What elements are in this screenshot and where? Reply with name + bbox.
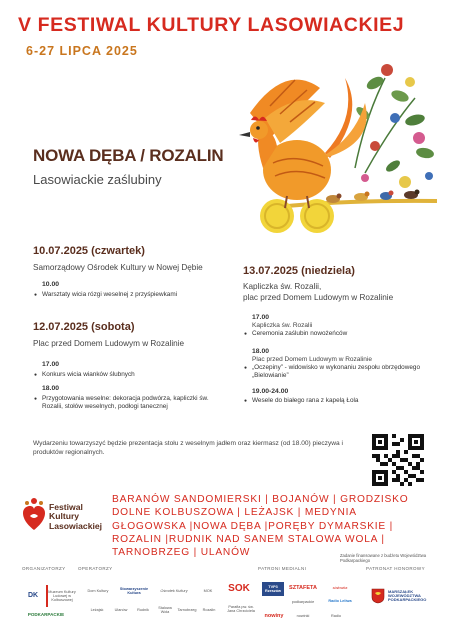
media-logo-stalowka: stalowka [332, 585, 348, 590]
operator-logo-sok: SOK [228, 582, 250, 594]
operator-logo-stalowa-wola: Stalowa Wola [158, 605, 172, 614]
day1-event-1: ● Warsztaty wicia rózgi weselnej z przyśpiewkami [34, 291, 232, 299]
day2-time-2: 18.00 [42, 385, 60, 392]
day2-time-1: 17.00 [42, 361, 60, 368]
day3-date: 13.07.2025 (niedziela) [243, 265, 355, 277]
day1-date: 10.07.2025 (czwartek) [33, 245, 145, 257]
honorary-label: PATRONAT HONOROWY [366, 566, 425, 571]
media-logo-podkarpackie: podkarpackie [291, 599, 315, 604]
media-logo-nowiny: nowiny [264, 612, 284, 619]
brand-line-1: Festiwal [49, 502, 83, 512]
day3-place-1: Kapliczka św. Rozalii [252, 322, 313, 329]
day2-date: 12.07.2025 (sobota) [33, 321, 135, 333]
towns-list: BARANÓW SANDOMIERSKI | BOJANÓW | GRODZISKO DOLNE KOLBUSZOWA | LEŻAJSK | MEDYNIA GŁOGOWSKA |NOWA DĘBA |PORĘBY DYMARSKIE | ROZALIN |RUDNIK NAD SANEM STALOWA WOLA | TARNOBRZEG | ULANÓW [112, 494, 409, 559]
day3-time-3: 19.00-24.00 [252, 388, 289, 395]
operator-logo-rozalin: Rozalin [202, 607, 216, 612]
festival-logo-icon [21, 497, 47, 531]
day3-time-2: 18.00 [252, 348, 270, 355]
festival-title: V FESTIWAL KULTURY LASOWIACKIEJ [18, 14, 405, 36]
day3-time-1: 17.00 [252, 314, 270, 321]
organizer-logo-museum: Muzeum Kultury Ludowej w Kolbuszowej [46, 585, 76, 607]
media-logo-sztafeta: SZTAFETA [289, 584, 317, 591]
funding-note: Zadanie finansowane z budżetu Województwa Podkarpackiego [340, 553, 427, 563]
day3-event-3: ● Wesele do białego rana z kapelą Łola [244, 397, 432, 405]
festival-dates: 6-27 LIPCA 2025 [26, 44, 138, 58]
operator-logo-tarnobrzeg: Tarnobrzeg [177, 607, 197, 612]
brand-line-3: Lasowiackiej [49, 520, 103, 531]
place-title: NOWA DĘBA / ROZALIN [33, 146, 224, 165]
day2-event-2: ● Przygotowania weselne: dekoracja podwórza, kapliczki św. Rozalii, stołów weselnych, podłogi tanecznej [34, 395, 214, 412]
operator-logo-4: MOK [203, 588, 213, 593]
operator-logo-1: Dom Kultury [87, 588, 109, 593]
honorary-logo-marshal: MARSZAŁEK WOJEWÓDZTWA PODKARPACKIEGO [388, 588, 427, 603]
media-logo-nowinki: nowinki [296, 613, 310, 618]
day1-time-1: 10.00 [42, 281, 60, 288]
media-label: PATRONI MEDIALNI [258, 566, 307, 571]
operator-logo-3: Ośrodek Kultury [160, 588, 188, 593]
operator-logo-rudnik: Rudnik [137, 607, 149, 612]
coat-of-arms-icon [371, 588, 385, 604]
day3-event-1: ● Ceremonia zaślubin nowożeńców [244, 330, 432, 338]
day3-place-2: Plac przed Domem Ludowym w Rozalinie [252, 356, 372, 363]
day3-venue-1: Kapliczka św. Rozalii, [243, 282, 322, 291]
operator-logo-lezajsk: Leżajsk [90, 607, 104, 612]
operator-logo-parish: Parafia pw. św. Jana Chrzciciela [227, 604, 255, 613]
festival-brand [49, 503, 102, 531]
day2-event-1: ● Konkurs wicia wianków ślubnych [34, 371, 232, 379]
media-logo-radio-leliwa: Radio Leliwa [328, 598, 352, 603]
place-subtitle: Lasowiackie zaślubiny [33, 172, 162, 187]
day3-event-2: ● „Oczepiny” - widowisko w wykonaniu zespołu obrzędowego „Bielowianie” [244, 364, 438, 381]
organizer-logo-podkarpackie: PODKARPACKIE [27, 611, 65, 617]
flower-bouquet [354, 64, 434, 188]
day3-venue-2: plac przed Domem Ludowym w Rozalinie [243, 293, 394, 302]
organizer-logo-dk: DK [27, 591, 39, 599]
operator-logo-2: Stowarzyszenie Kultura [119, 586, 149, 595]
rooster-illustration [215, 58, 441, 253]
brand-line-2: Kultury [49, 511, 80, 522]
operators-label: OPERATORZY [78, 566, 113, 571]
day1-venue: Samorządowy Ośrodek Kultury w Nowej Dębie [33, 263, 203, 272]
media-logo-radio: Radio [331, 613, 341, 618]
media-logo-tvp3: TVP3 Rzeszów [262, 582, 284, 596]
organizers-label: ORGANIZATORZY [22, 566, 66, 571]
operator-logo-ulanow: Ulanów [114, 607, 128, 612]
day2-venue: Plac przed Domem Ludowym w Rozalinie [33, 339, 185, 348]
event-note: Wydarzeniu towarzyszyć będzie prezentacja stołu z weselnym jadłem oraz kiermasz (od 18.00) pieczywa i produktów regionalnych. [33, 440, 343, 456]
qr-code[interactable] [372, 434, 424, 486]
